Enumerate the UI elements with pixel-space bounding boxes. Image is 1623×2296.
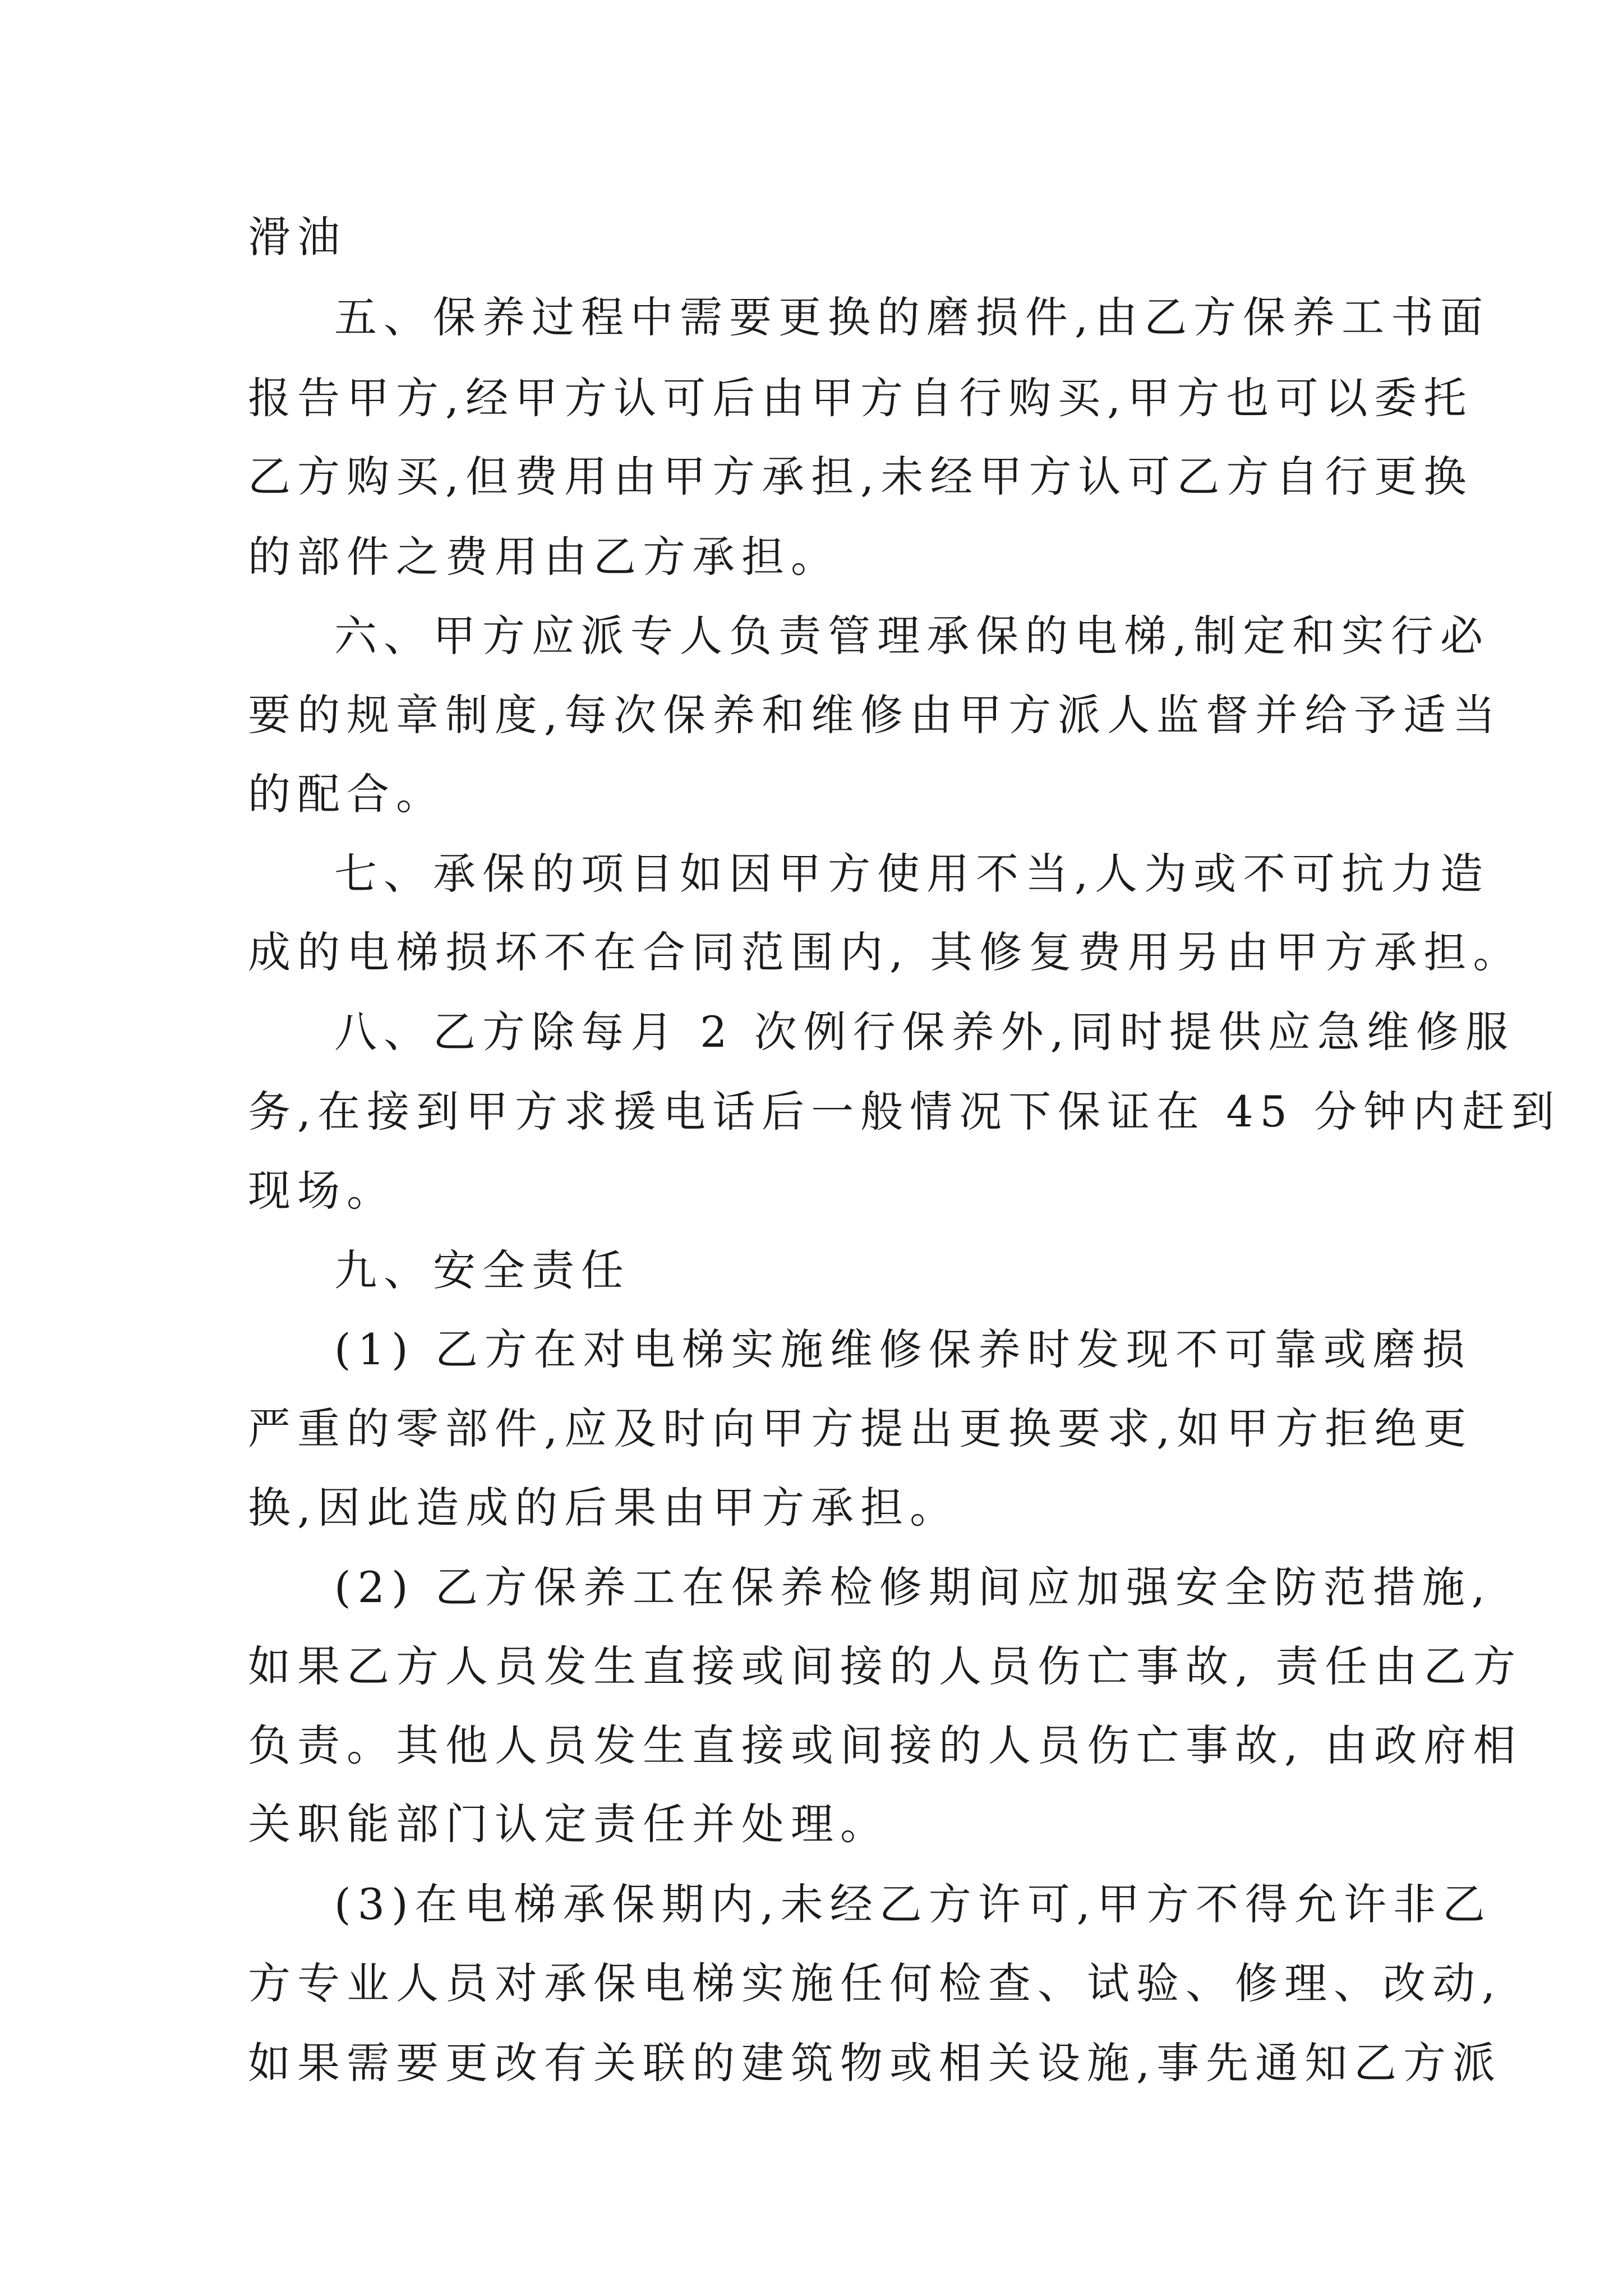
paragraph-7-line-1: 七、承保的项目如因甲方使用不当,人为或不可抗力造 (334, 849, 1490, 899)
paragraph-5-line-1: 五、保养过程中需要更换的磨损件,由乙方保养工书面 (334, 292, 1490, 342)
clause-2-line-3: 负责。其他人员发生直接或间接的人员伤亡事故, 由政府相 (248, 1720, 1523, 1770)
clause-1-line-1: (1) 乙方在对电梯实施维修保养时发现不可靠或磨损 (334, 1324, 1472, 1374)
paragraph-5-line-4: 的部件之费用由乙方承担。 (248, 532, 840, 582)
paragraph-6-line-1: 六、甲方应派专人负责管理承保的电梯,制定和实行必 (334, 611, 1490, 661)
clause-2-line-2: 如果乙方人员发生直接或间接的人员伤亡事故, 责任由乙方 (248, 1641, 1523, 1691)
paragraph-5-line-2: 报告甲方,经甲方认可后由甲方自行购买,甲方也可以委托 (248, 373, 1473, 423)
clause-3-line-3: 如果需要更改有关联的建筑物或相关设施,事先通知乙方派 (248, 2038, 1502, 2088)
paragraph-6-line-2: 要的规章制度,每次保养和维修由甲方派人监督并给予适当 (248, 690, 1502, 740)
paragraph-8-line-1: 八、乙方除每月 2 次例行保养外,同时提供应急维修服 (334, 1007, 1515, 1057)
paragraph-8-line-2: 务,在接到甲方求援电话后一般情况下保证在 45 分钟内赶到 (248, 1087, 1561, 1137)
paragraph-6-line-3: 的配合。 (248, 769, 445, 819)
paragraph-8-line-3: 现场。 (248, 1166, 396, 1216)
clause-1-line-2: 严重的零部件,应及时向甲方提出更换要求,如甲方拒绝更 (248, 1404, 1473, 1453)
paragraph-7-line-2: 成的电梯损坏不在合同范围内, 其修复费用另由甲方承担。 (248, 927, 1523, 977)
clause-1-line-3: 换,因此造成的后果由甲方承担。 (248, 1483, 960, 1533)
section-9-heading: 九、安全责任 (334, 1245, 630, 1295)
clause-2-line-4: 关职能部门认定责任并处理。 (248, 1799, 889, 1849)
clause-2-line-1: (2) 乙方保养工在保养检修期间应加强安全防范措施, (334, 1562, 1492, 1612)
paragraph-5-line-3: 乙方购买,但费用由甲方承担,未经甲方认可乙方自行更换 (248, 452, 1473, 501)
text-line: 滑油 (248, 212, 347, 262)
clause-3-line-1: (3)在电梯承保期内,未经乙方许可,甲方不得允许非乙 (334, 1879, 1492, 1929)
clause-3-line-2: 方专业人员对承保电梯实施任何检查、试验、修理、改动, (248, 1958, 1502, 2008)
